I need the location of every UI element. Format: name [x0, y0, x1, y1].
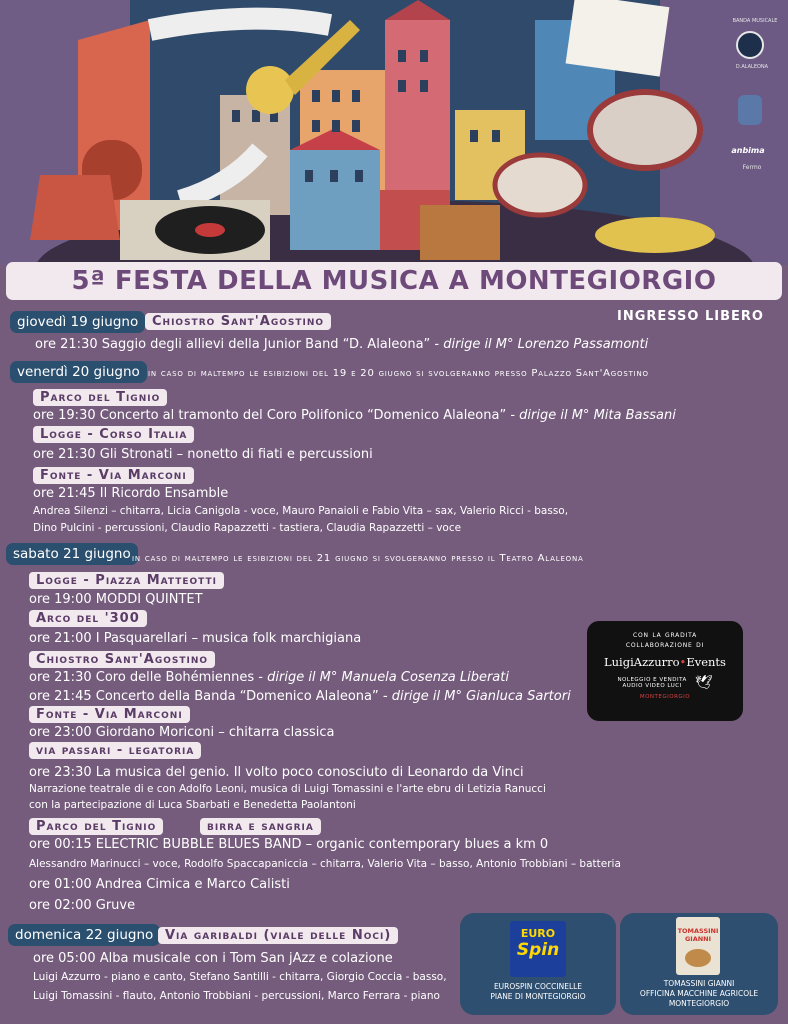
venue-arco-300-21: Arco del '300 [29, 610, 147, 627]
event-detail-21-6a: Narrazione teatrale di e con Adolfo Leoni, musica di Luigi Tomassini e l'arte ebru di Letizia Ranucci [29, 783, 546, 795]
tomassini-caption-2: OFFICINA MACCHINE AGRICOLE [639, 989, 759, 998]
sponsor-intro-2: collaborazione di [625, 640, 705, 650]
venue-garibaldi-22: Via garibaldi (viale delle Noci) [158, 927, 398, 944]
event-line-19-1: ore 21:30 Saggio degli allievi della Junior Band “D. Alaleona” - dirige il M° Lorenzo Passamonti [35, 337, 649, 352]
sponsor-luigi-name: LuigiAzzurro•Events [604, 655, 726, 669]
event-detail-20-3a: Andrea Silenzi – chitarra, Licia Canigola - voce, Mauro Panaioli e Fabio Vita – sax, Valerio Ricci - basso, [33, 505, 569, 517]
sponsor-luigi-sub1: NOLEGGIO E VENDITA [617, 677, 687, 683]
weather-note-20: in caso di maltempo le esibizioni del 19 e 20 giugno si svolgeranno presso Palazzo Sant'Agostino [148, 368, 649, 379]
dove-icon: 🕊 [694, 675, 713, 691]
eurospin-caption-1: EUROSPIN COCCINELLE [493, 982, 583, 991]
tomassini-caption-3: MONTEGIORGIO [668, 999, 730, 1008]
tractor-icon [685, 949, 711, 967]
event-detail-22-a: Luigi Azzurro - piano e canto, Stefano Santilli - chitarra, Giorgio Coccia - basso, [33, 971, 447, 983]
svg-text:D.ALALEONA: D.ALALEONA [735, 64, 769, 70]
venue-passari-21: via passari - legatoria [29, 742, 201, 759]
festival-title: 5ª FESTA DELLA MUSICA A MONTEGIORGIO [71, 266, 717, 296]
svg-text:anbima: anbima [731, 146, 765, 155]
town-music-illustration [0, 0, 788, 265]
event-line-20-2: ore 21:30 Gli Stronati – nonetto di fiati e percussioni [33, 447, 373, 462]
venue-fonte-21: Fonte - Via Marconi [29, 706, 190, 723]
tomassini-logo: TOMASSINI GIANNI [676, 917, 720, 975]
venue-logge-corso-20: Logge - Corso Italia [33, 426, 194, 443]
tomassini-caption-1: TOMASSINI GIANNI [663, 979, 735, 988]
free-entry-label: INGRESSO LIBERO [617, 309, 764, 324]
event-line-21-5: ore 23:00 Giordano Moriconi – chitarra classica [29, 725, 335, 740]
event-detail-22-b: Luigi Tomassini - flauto, Antonio Trobbiani - percussioni, Marco Ferrara - piano [33, 990, 440, 1002]
event-line-21-2: ore 21:00 I Pasquarellari – musica folk marchigiana [29, 631, 362, 646]
eurospin-logo: EURO Spin [510, 921, 566, 977]
weather-note-21: in caso di maltempo le esibizioni del 21 giugno si svolgeranno presso il Teatro Alaleona [132, 553, 584, 564]
sponsor-luigi-place: MONTEGIORGIO [639, 694, 691, 700]
sponsor-intro-1: con la gradita [633, 630, 697, 640]
sponsor-tomassini [620, 913, 778, 1015]
banner-illustration [0, 0, 788, 265]
event-line-21-7: ore 00:15 ELECTRIC BUBBLE BLUES BAND – organic contemporary blues a km 0 [29, 837, 549, 852]
eurospin-caption-2: PIANE DI MONTEGIORGIO [490, 992, 586, 1001]
venue-fonte-20: Fonte - Via Marconi [33, 467, 194, 484]
event-line-20-1: ore 19:30 Concerto al tramonto del Coro Polifonico “Domenico Alaleona” - dirige il M° Mita Bassani [33, 408, 676, 423]
event-line-21-8: ore 01:00 Andrea Cimica e Marco Calisti [29, 877, 290, 892]
festival-title-bar [6, 262, 782, 300]
venue-birra-sangria-21: birra e sangria [200, 818, 321, 835]
sponsor-eurospin [460, 913, 616, 1015]
event-detail-21-7: Alessandro Marinucci – voce, Rodolfo Spaccapaniccia – chitarra, Valerio Vita – basso, Antonio Trobbiani – batteria [29, 858, 621, 870]
date-badge-19: giovedì 19 giugno [10, 311, 145, 333]
event-line-21-9: ore 02:00 Gruve [29, 898, 136, 913]
date-badge-22: domenica 22 giugno [8, 924, 160, 946]
event-line-21-4: ore 21:45 Concerto della Banda “Domenico Alaleona” - dirige il M° Gianluca Sartori [29, 689, 571, 704]
sponsor-luigiazzurro [587, 621, 743, 721]
event-detail-20-3b: Dino Pulcini - percussioni, Claudio Rapazzetti - tastiera, Claudia Rapazzetti – voce [33, 522, 462, 534]
svg-text:BANDA MUSICALE: BANDA MUSICALE [732, 18, 778, 24]
venue-chiostro-19: Chiostro Sant'Agostino [145, 313, 331, 330]
venue-logge-matteotti-21: Logge - Piazza Matteotti [29, 572, 224, 589]
event-detail-21-6b: con la partecipazione di Luca Sbarbati e Benedetta Paolantoni [29, 799, 356, 811]
venue-parco-tignio-21: Parco del Tignio [29, 818, 163, 835]
event-line-20-3: ore 21:45 Il Ricordo Ensamble [33, 486, 229, 501]
date-badge-20: venerdì 20 giugno [10, 361, 147, 383]
date-badge-21: sabato 21 giugno [6, 543, 138, 565]
venue-parco-tignio-20: Parco del Tignio [33, 389, 167, 406]
sponsor-luigi-sub2: AUDIO VIDEO LUCI [622, 683, 682, 689]
event-line-21-1: ore 19:00 MODDI QUINTET [29, 592, 203, 607]
event-line-22-1: ore 05:00 Alba musicale con i Tom San jAzz e colazione [33, 951, 393, 966]
svg-text:Fermo: Fermo [742, 164, 762, 171]
event-line-21-6: ore 23:30 La musica del genio. Il volto poco conosciuto di Leonardo da Vinci [29, 765, 524, 780]
event-line-21-3: ore 21:30 Coro delle Bohémiennes - dirige il M° Manuela Cosenza Liberati [29, 670, 509, 685]
venue-chiostro-21: Chiostro Sant'Agostino [29, 651, 215, 668]
